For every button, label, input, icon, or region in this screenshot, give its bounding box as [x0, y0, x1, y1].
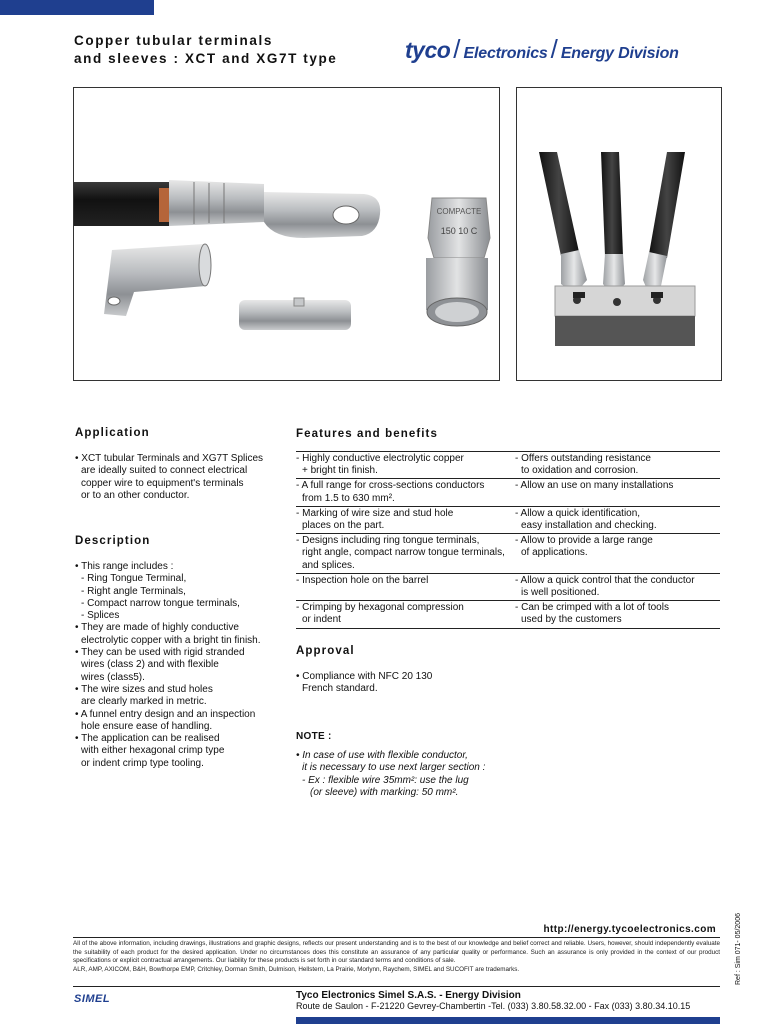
feature-text: places on the part.: [302, 520, 385, 532]
description-line: are clearly marked in metric.: [81, 696, 207, 708]
approval-heading: Approval: [296, 645, 355, 657]
approval-line: French standard.: [302, 683, 378, 695]
feature-text: - A full range for cross-sections conductors: [296, 480, 485, 492]
application-line: • XCT tubular Terminals and XG7T Splices: [75, 453, 264, 464]
brand-tyco: tyco: [405, 37, 451, 63]
note-text: [296, 750, 485, 799]
description-line: • The application can be realised: [75, 733, 220, 745]
description-text: [75, 561, 261, 770]
benefit-text: - Allow to provide a large range: [515, 535, 653, 547]
benefit-text: - Offers outstanding resistance: [515, 453, 651, 464]
benefit-text: to oxidation and corrosion.: [521, 465, 639, 477]
note-label: NOTE :: [296, 731, 332, 742]
feature-text: - Designs including ring tongue terminals,: [296, 535, 480, 547]
features-row: [296, 452, 720, 479]
approval-text: [296, 671, 432, 696]
description-line: • They can be used with rigid stranded: [75, 647, 245, 659]
features-row: [296, 574, 720, 601]
features-row: [296, 601, 720, 628]
description-line: - Splices: [81, 610, 120, 622]
description-line: with either hexagonal crimp type: [81, 745, 225, 757]
application-heading: Application: [75, 427, 150, 439]
company-name: Tyco Electronics Simel S.A.S. - Energy Division: [296, 990, 521, 1001]
disclaimer-paragraph: All of the above information, including drawings, illustrations and graphic designs, reflects our present understanding and is to the best of our knowledge and belief correct and reliable. Users, however, should independently evaluate the suitability of each product for the desired application. Under no circumstances does this constitute an assurance of any particular quality or performance. Such an assurance is only provided in the context of our product specifications or explicit contractual arrangements. Our liability for these products is set forth in our standard terms and conditions of sale.: [73, 940, 720, 965]
reference-code: [735, 900, 749, 985]
title-line-1: Copper tubular terminals: [74, 33, 273, 48]
footer-divider: [73, 937, 720, 938]
document-title: [74, 32, 337, 68]
feature-text: - Marking of wire size and stud hole: [296, 507, 454, 519]
description-line: • A funnel entry design and an inspection: [75, 708, 256, 720]
benefit-text: of applications.: [521, 547, 588, 559]
description-line: - Ring Tongue Terminal,: [81, 573, 187, 585]
description-line: • The wire sizes and stud holes: [75, 683, 213, 695]
feature-text: - Inspection hole on the barrel: [296, 574, 429, 586]
description-line: hole ensure ease of handling.: [81, 720, 213, 732]
feature-text: - Crimping by hexagonal compression: [296, 602, 464, 614]
application-line: or to an other conductor.: [81, 489, 190, 501]
note-line: • In case of use with flexible conductor,: [296, 750, 468, 761]
footer-divider: [73, 986, 720, 987]
website-link[interactable]: http://energy.tycoelectronics.com: [543, 924, 716, 935]
description-line: or indent crimp type tooling.: [81, 757, 204, 769]
description-line: electrolytic copper with a bright tin finish.: [81, 634, 261, 646]
feature-text: right angle, compact narrow tongue terminals,: [302, 547, 505, 559]
description-line: • This range includes :: [75, 561, 174, 572]
benefit-text: used by the customers: [521, 614, 622, 626]
title-line-2: and sleeves : XCT and XG7T type: [74, 51, 338, 66]
product-photo-application: [516, 87, 722, 381]
benefit-text: - Allow a quick identification,: [515, 507, 641, 519]
product-photo-terminals: [73, 87, 500, 381]
lug-marking-2: 150 10 C: [440, 226, 478, 236]
application-line: are ideally suited to connect electrical: [81, 465, 248, 477]
application-text: [75, 453, 263, 502]
feature-text: or indent: [302, 614, 341, 626]
tyco-brand-logo: tyco / Electronics / Energy Division: [405, 34, 679, 64]
description-line: • They are made of highly conductive: [75, 622, 239, 634]
description-line: - Compact narrow tongue terminals,: [81, 597, 240, 609]
simel-logo: SIMEL: [74, 993, 111, 1005]
description-line: wires (class5).: [81, 671, 145, 683]
feature-text: from 1.5 to 630 mm².: [302, 492, 395, 504]
feature-text: + bright tin finish.: [302, 465, 378, 477]
features-row: [296, 479, 720, 506]
note-line: (or sleeve) with marking: 50 mm².: [310, 786, 459, 798]
application-line: copper wire to equipment's terminals: [81, 477, 244, 489]
trademarks-line: ALR, AMP, AXICOM, B&H, Bowthorpe EMP, Critchley, Dorman Smith, Dulmison, Hellstern, La Prairie, Morlynn, Raychem, SIMEL and SUCOFIT are trademarks.: [73, 965, 520, 973]
benefit-text: - Allow an use on many installations: [515, 480, 674, 492]
reference-text: Ref : Sim 071- 05/2006: [735, 913, 742, 985]
feature-text: and splices.: [302, 559, 355, 571]
description-line: wires (class 2) and with flexible: [81, 659, 219, 671]
benefit-text: - Can be crimped with a lot of tools: [515, 602, 669, 614]
brand-division: Energy Division: [560, 45, 679, 62]
note-line: - Ex : flexible wire 35mm²: use the lug: [302, 774, 469, 786]
note-line: it is necessary to use next larger section :: [302, 762, 486, 774]
description-line: - Right angle Terminals,: [81, 585, 186, 597]
top-accent-bar: [0, 0, 154, 15]
approval-line: • Compliance with NFC 20 130: [296, 671, 433, 682]
features-table: [296, 451, 720, 629]
disclaimer-text: [73, 940, 720, 974]
brand-electronics: Electronics: [463, 45, 548, 62]
bottom-accent-bar: [296, 1017, 720, 1024]
company-address: Route de Saulon - F-21220 Gevrey-Chambertin -Tel. (033) 3.80.58.32.00 - Fax (033) 3.80.34.10.15: [296, 1001, 691, 1011]
feature-text: - Highly conductive electrolytic copper: [296, 453, 464, 464]
features-row: [296, 534, 720, 574]
benefit-text: is well positioned.: [521, 587, 600, 599]
features-heading: Features and benefits: [296, 428, 438, 440]
description-heading: Description: [75, 535, 151, 547]
benefit-text: easy installation and checking.: [521, 520, 657, 532]
lug-marking-1: COMPACTE: [436, 207, 482, 216]
benefit-text: - Allow a quick control that the conductor: [515, 574, 695, 586]
features-row: [296, 507, 720, 534]
